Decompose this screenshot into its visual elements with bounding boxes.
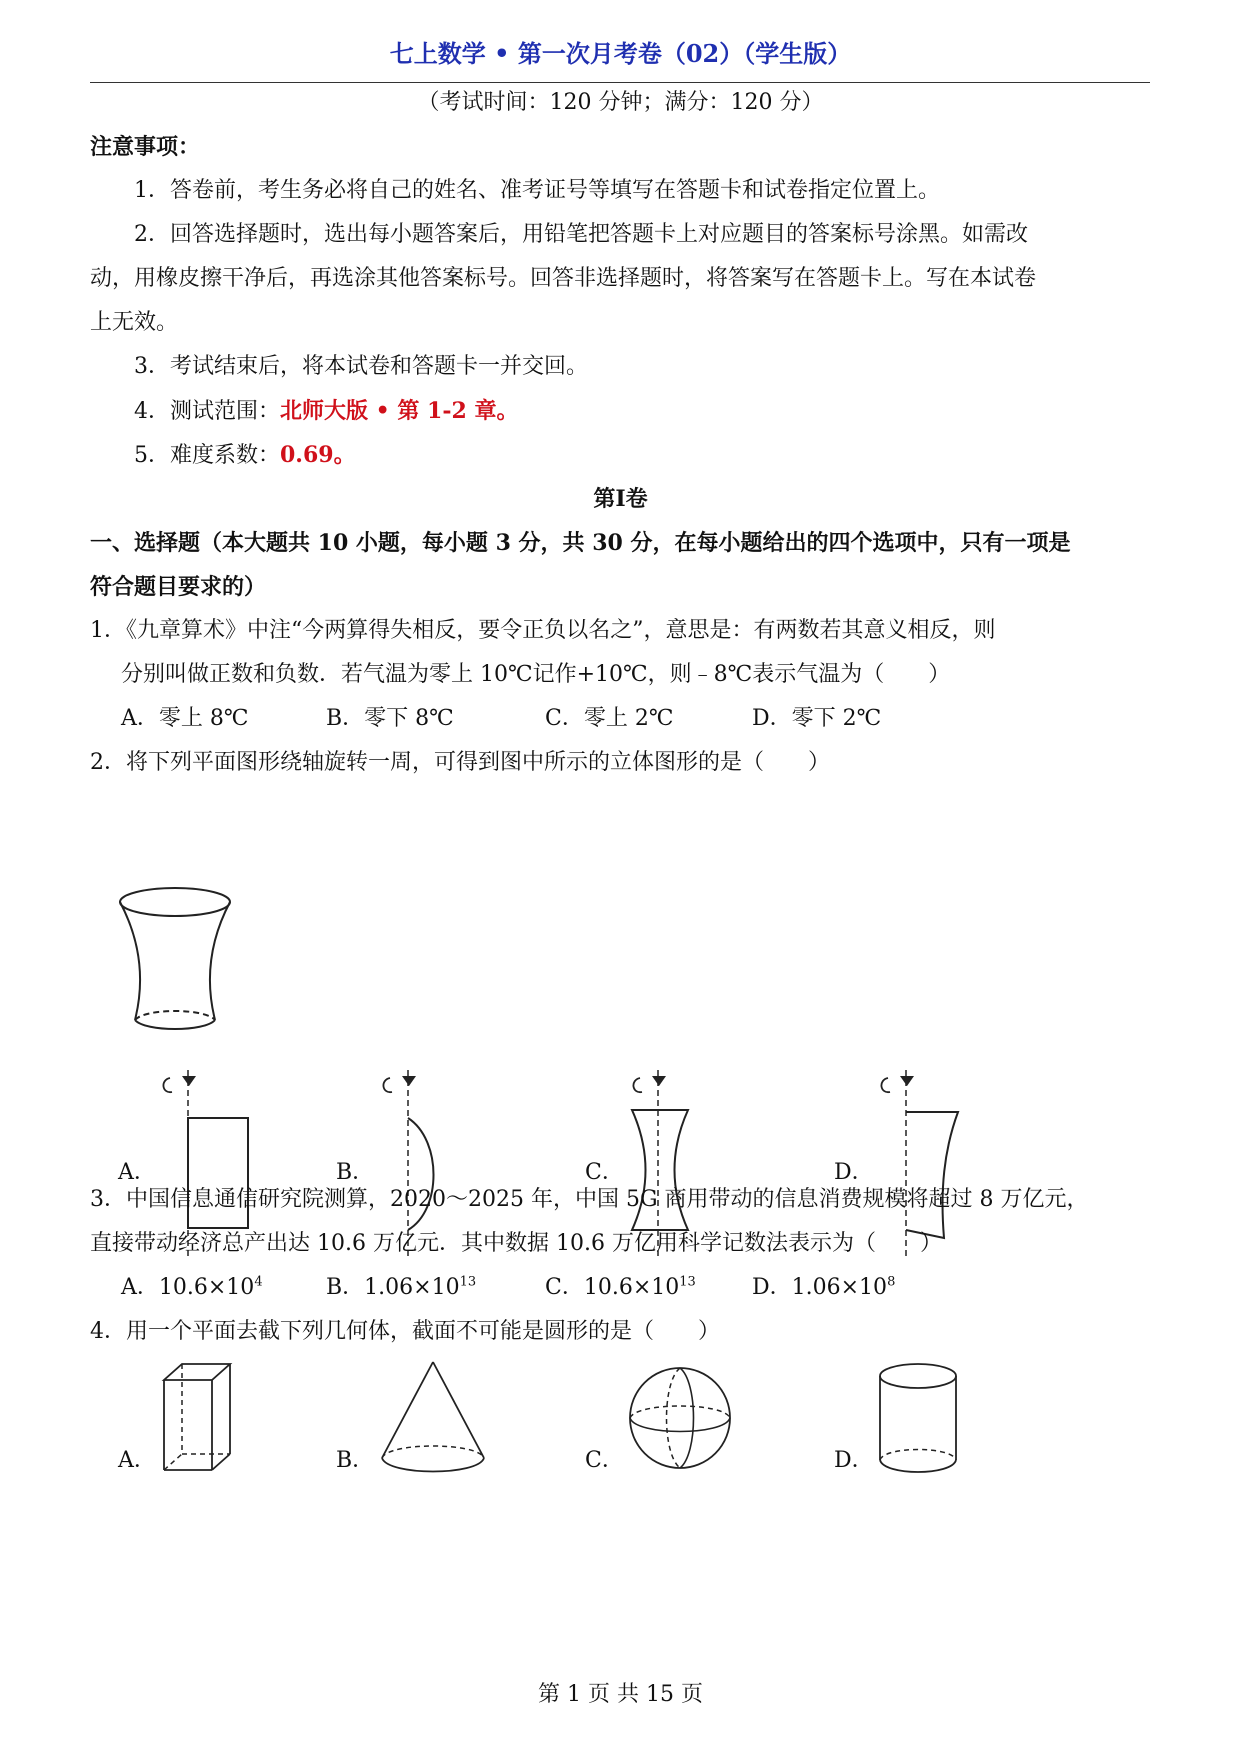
q4-label-a: A． [118,1448,156,1473]
sphere [626,1362,736,1482]
q1-option-b: B．零下 8℃ [326,706,454,731]
q3-option-d [752,1273,895,1303]
page-footer: 第 1 页 共 15 页 [538,1682,703,1707]
q4-line1: 4．用一个平面去截下列几何体，截面不可能是圆形的是（ ） [90,1319,720,1344]
q3-line2: 直接带动经济总产出达 10.6 万亿元．其中数据 10.6 万亿用科学记数法表示为（ ） [90,1231,942,1256]
rotation-arrow-icon [163,1078,172,1092]
q1-line2: 分别叫做正数和负数．若气温为零上 10℃记作+10℃，则﹣8℃表示气温为（ ） [121,662,951,687]
note-5-prefix: 5．难度系数： [134,443,280,468]
cup-figure [115,880,235,1040]
q3-option-d-base: D．1.06×10 [752,1275,888,1300]
page-header-title: 七上数学 • 第一次月考卷（02）（学生版） [389,39,852,68]
q3-option-d-exp: 8 [887,1274,896,1290]
q3-option-c [545,1273,696,1303]
q4-label-c: C． [585,1448,624,1473]
exam-info: （考试时间：120 分钟；满分：120 分） [417,90,824,115]
note-4-value: 北师大版 • 第 1-2 章。 [280,398,519,424]
rotation-arrow-icon [383,1078,392,1092]
note-4-prefix: 4．测试范围： [134,399,280,424]
volume-title: 第Ⅰ卷 [593,486,648,512]
q3-option-a-base: A．10.6×10 [121,1275,255,1300]
q2-label-b: B． [336,1160,375,1185]
q2-label-d: D． [834,1160,874,1185]
q3-option-b-exp: 13 [459,1274,477,1290]
section1-line1: 一、选择题（本大题共 10 小题，每小题 3 分，共 30 分，在每小题给出的四个选项中，只有一项是 [90,530,1071,556]
q3-option-c-base: C．10.6×10 [545,1275,680,1300]
q1-option-a: A．零上 8℃ [121,706,249,731]
rectangular-prism [160,1360,250,1480]
q2-line1: 2．将下列平面图形绕轴旋转一周，可得到图中所示的立体图形的是（ ） [90,750,830,775]
q1-option-c: C．零上 2℃ [545,706,674,731]
note-5 [134,440,356,471]
q3-option-a-exp: 4 [254,1274,263,1290]
q3-option-b [326,1273,476,1303]
q3-option-b-base: B．1.06×10 [326,1275,460,1300]
note-2-line2: 动，用橡皮擦干净后，再选涂其他答案标号。回答非选择题时，将答案写在答题卡上。写在本试卷 [90,266,1037,291]
note-4 [134,396,518,427]
rotation-arrow-icon [633,1078,642,1092]
cylinder [876,1360,966,1480]
header-divider [90,82,1150,83]
section1-line2: 符合题目要求的） [90,574,267,600]
curved-trapezoid-shape [906,1112,958,1238]
q4-label-b: B． [336,1448,375,1473]
q2-label-a: A． [118,1160,156,1185]
q1-line1: 1．《九章算术》中注“今两算得失相反，要令正负以名之”，意思是：有两数若其意义相反，则 [90,618,996,643]
q3-option-c-exp: 13 [679,1274,696,1290]
notes-heading: 注意事项： [90,134,201,160]
note-2-line1: 2．回答选择题时，选出每小题答案后，用铅笔把答题卡上对应题目的答案标号涂黑。如需改 [134,222,1029,247]
q3-line1: 3．中国信息通信研究院测算，2020～2025 年，中国 5G 商用带动的信息消费规模将超过 8 万亿元， [90,1187,1089,1212]
note-5-value: 0.69。 [280,442,356,468]
q1-option-d: D．零下 2℃ [752,706,882,731]
note-1: 1．答卷前，考生务必将自己的姓名、准考证号等填写在答题卡和试卷指定位置上。 [134,178,940,203]
cone [378,1360,488,1480]
note-2-line3: 上无效。 [90,310,179,335]
q2-label-c: C． [585,1160,624,1185]
q4-label-d: D． [834,1448,874,1473]
note-3: 3．考试结束后，将本试卷和答题卡一并交回。 [134,354,588,379]
q3-option-a [121,1273,263,1303]
rotation-arrow-icon [881,1078,890,1092]
